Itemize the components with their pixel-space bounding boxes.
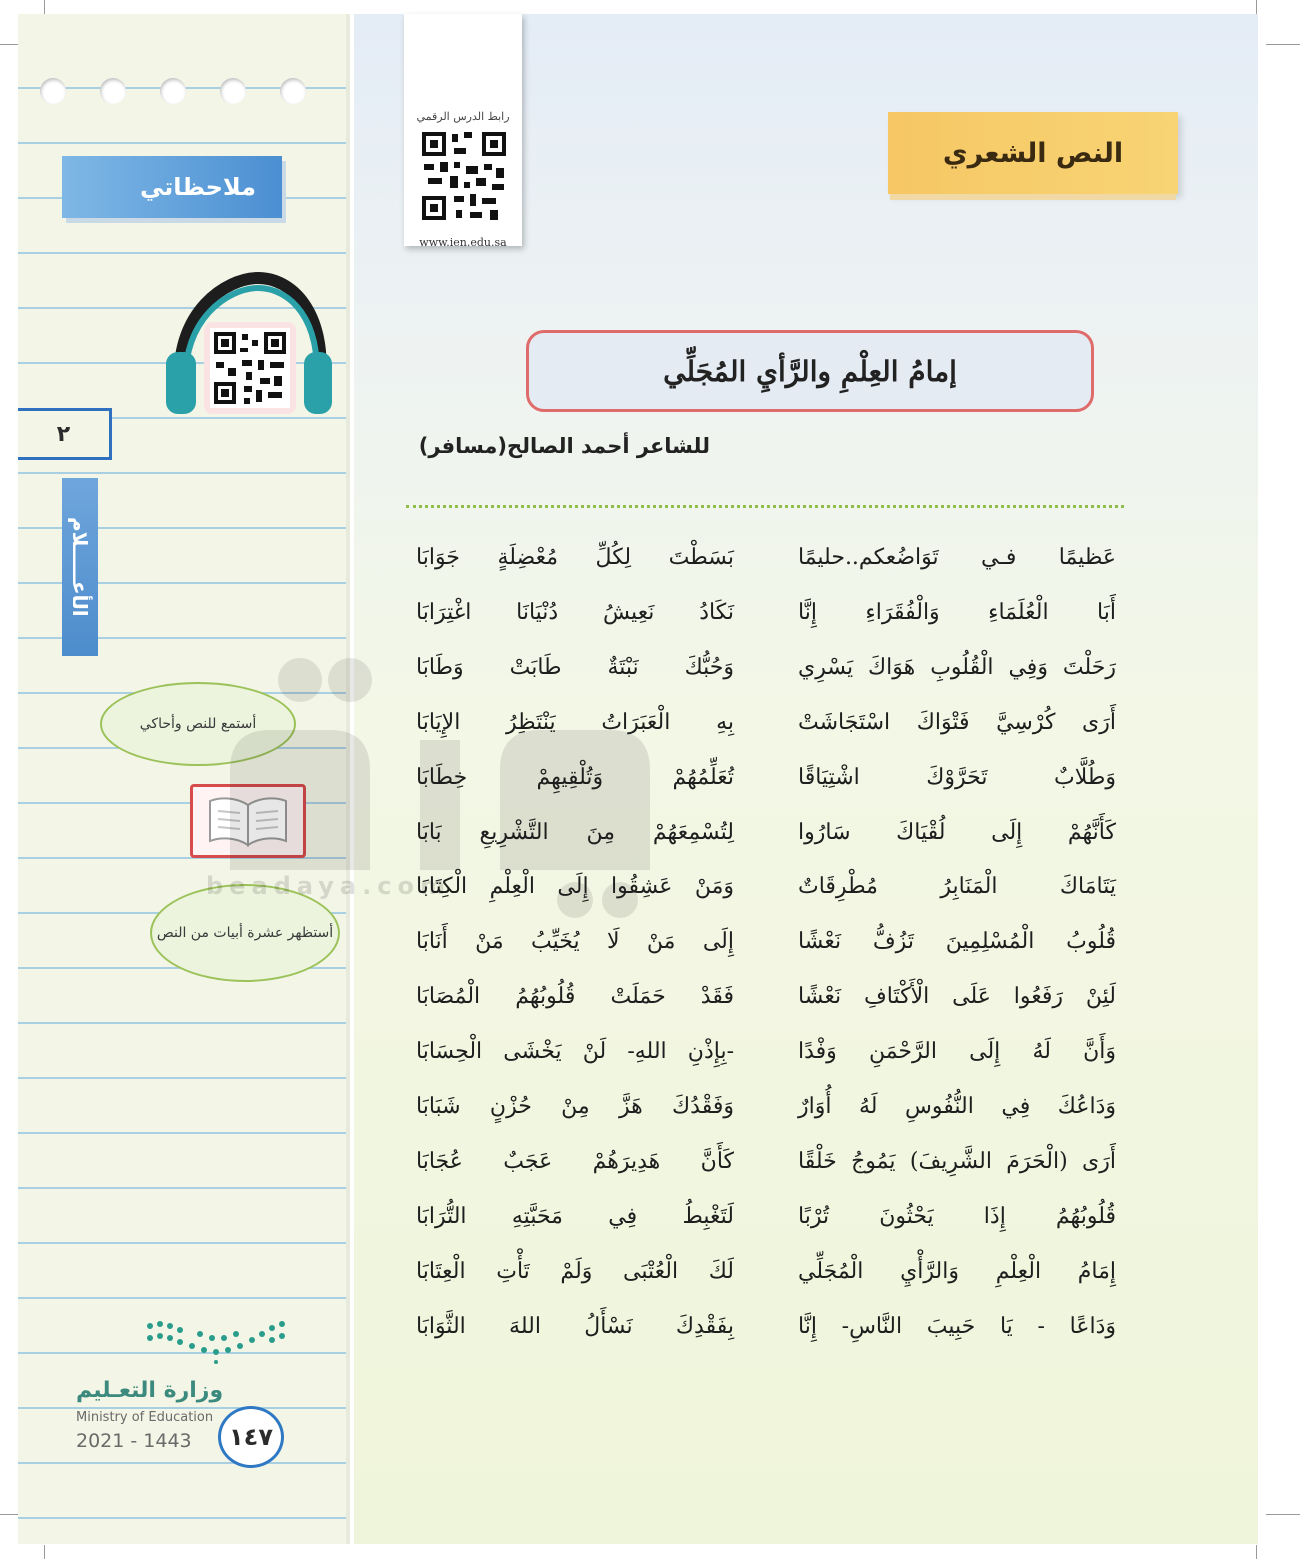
verse-line	[400, 701, 1124, 745]
verse-first-hemistich: عَظيمًا فـي تَوَاضُعكم..حليمًا	[798, 545, 1116, 570]
verse-line	[400, 591, 1124, 635]
ministry-logo-icon	[140, 1316, 292, 1366]
edition-year: 2021 - 1443	[76, 1430, 192, 1452]
verse-second-hemistich: بِهِ الْعَبَرَاتُ يَنْتَظِرُ الإِيَابَا	[416, 709, 734, 735]
verse-second-hemistich: بِفَقْدِكَ نَسْأَلُ اللهَ الثَّوَابَا	[416, 1313, 734, 1339]
verse-first-hemistich: كَأَنَّهُمْ إِلَى لُقْيَاكَ سَارُوا	[798, 819, 1116, 845]
verse-first-hemistich: لَئِنْ رَفَعُوا عَلَى الْأَكْتَافِ نَعْشًا	[798, 984, 1116, 1010]
verse-first-hemistich: وَأَنَّ لَهُ إِلَى الرَّحْمَنِ وَفْدًا	[798, 1039, 1116, 1065]
ministry-name-en: Ministry of Education	[76, 1410, 214, 1425]
verse-second-hemistich: لِتُسْمِعَهُمْ مِنَ التَّشْرِيعِ بَابَا	[416, 819, 734, 845]
qr-caption: رابط الدرس الرقمي	[416, 110, 510, 123]
verse-second-hemistich: كَأَنَّ هَدِيرَهُمْ عَجَبٌ عُجَابَا	[416, 1148, 734, 1174]
verse-line	[400, 646, 1124, 690]
verse-line	[400, 865, 1124, 909]
ministry-name-ar: وزارة التعـليم	[76, 1378, 224, 1403]
verse-line	[400, 811, 1124, 855]
binder-hole	[40, 78, 66, 104]
verse-line	[400, 1250, 1124, 1294]
verse-line	[400, 1085, 1124, 1129]
binder-hole	[280, 78, 306, 104]
verse-first-hemistich: وَدَاعًا - يَا حَبِيبَ النَّاسِ- إِنَّا	[798, 1313, 1116, 1339]
verse-first-hemistich: قُلُوبُهُمُ إِذَا يَحْثُونَ تُرْبًا	[798, 1203, 1116, 1229]
verse-line	[400, 920, 1124, 964]
poet-name: للشاعر أحمد الصالح(مسافر)	[418, 434, 710, 458]
verse-second-hemistich: وَحُبُّكَ نَبْتَةٌ طَابَتْ وَطَابَا	[416, 654, 734, 680]
unit-label	[62, 478, 98, 656]
verse-second-hemistich: -بِإِذْنِ اللهِ- لَنْ يَخْشَى الْحِسَابَا	[416, 1039, 734, 1065]
verse-line	[400, 1030, 1124, 1074]
watermark-text: beadaya.com	[206, 872, 451, 900]
verse-line	[400, 536, 1124, 580]
verse-second-hemistich: وَمَنْ عَشِقُوا إِلَى الْعِلْمِ الْكِتَابَا	[416, 874, 734, 900]
verse-first-hemistich: قُلُوبُ الْمُسْلِمِينَ تَزُفُّ نَعْشًا	[798, 929, 1116, 955]
verse-second-hemistich: فَقَدْ حَمَلَتْ قُلُوبُهُمُ الْمُصَابَا	[416, 984, 734, 1010]
verse-second-hemistich: لَكَ الْعُتْبَى وَلَمْ تَأْتِ الْعِتَابَا	[416, 1258, 734, 1284]
digital-lesson-card[interactable]	[404, 14, 522, 249]
verse-second-hemistich: تُعَلِّمُهُمْ وَتُلْقِيهِمْ خِطَابَا	[416, 764, 734, 790]
poem-title: إمامُ العِلْمِ والرَّأيِ المُجَلِّي	[526, 330, 1094, 412]
verse-first-hemistich: رَحَلْتَ وَفِي الْقُلُوبِ هَوَاكَ يَسْرِي	[798, 654, 1116, 680]
verse-line	[400, 1195, 1124, 1239]
memorize-bubble: أستظهر عشرة أبيات من النص	[150, 884, 340, 982]
verse-first-hemistich: إِمَامُ الْعِلْمِ وَالرَّأْيِ الْمُجَلِّي	[798, 1258, 1116, 1284]
crop-mark	[1256, 0, 1257, 14]
page-number: ١٤٧	[218, 1406, 284, 1468]
verse-second-hemistich: لَتَغْبِطُ فِي مَحَبَّتِهِ التُّرَابَا	[416, 1203, 734, 1229]
verse-first-hemistich: أَرَى (الْحَرَمَ الشَّرِيفَ) يَمُوجُ خَلْقًا	[798, 1148, 1116, 1174]
section-title: النص الشعري	[888, 112, 1178, 194]
listen-bubble: أستمع للنص وأحاكي	[100, 682, 296, 766]
verse-second-hemistich: نَكَادُ نَعِيشُ دُنْيَانَا اغْتِرَابَا	[416, 599, 734, 625]
verse-first-hemistich: يَتَامَاكَ الْمَنَابِرُ مُطْرِقَاتٌ	[798, 874, 1116, 900]
binder-hole	[100, 78, 126, 104]
verse-second-hemistich: بَسَطْتَ لِكُلِّ مُعْضِلَةٍ جَوَابَا	[416, 545, 734, 570]
crop-mark	[44, 1545, 45, 1559]
crop-mark	[44, 0, 45, 14]
binder-holes	[40, 78, 306, 104]
qr-code-icon	[210, 328, 290, 408]
verse-line	[400, 975, 1124, 1019]
audio-qr-code[interactable]	[204, 322, 296, 414]
verse-first-hemistich: وَطُلَّابٌ تَحَرَّوْكَ اشْتِيَاقًا	[798, 764, 1116, 790]
verse-second-hemistich: إِلَى مَنْ لَا يُخَيِّبُ مَنْ أَنَابَا	[416, 929, 734, 955]
verse-first-hemistich: أَرَى كُرْسِيَّ فَتْوَاكَ اسْتَجَاشَتْ	[798, 709, 1116, 735]
divider	[406, 505, 1124, 508]
verse-second-hemistich: وَفَقْدُكَ هَزَّ مِنْ حُزْنٍ شَبَابَا	[416, 1094, 734, 1119]
binder-hole	[220, 78, 246, 104]
unit-name: الأعـــــلام	[68, 517, 92, 617]
verse-line	[400, 1305, 1124, 1349]
crop-mark	[1256, 1545, 1257, 1559]
verse-line	[400, 1140, 1124, 1184]
verse-first-hemistich: وَدَاعُكَ فِي النُّفُوسِ لَهُ أُوَارٌ	[798, 1094, 1116, 1119]
qr-url: www.ien.edu.sa	[419, 236, 507, 249]
notes-tab: ملاحظاتي	[62, 156, 282, 218]
crop-mark	[1266, 1514, 1300, 1515]
verse-line	[400, 756, 1124, 800]
qr-code-icon	[420, 126, 508, 226]
verse-first-hemistich: أَبَا الْعُلَمَاءِ وَالْفُقَرَاءِ إِنَّا	[798, 599, 1116, 625]
unit-number: ٢	[18, 408, 112, 460]
crop-mark	[1266, 44, 1300, 45]
binder-hole	[160, 78, 186, 104]
